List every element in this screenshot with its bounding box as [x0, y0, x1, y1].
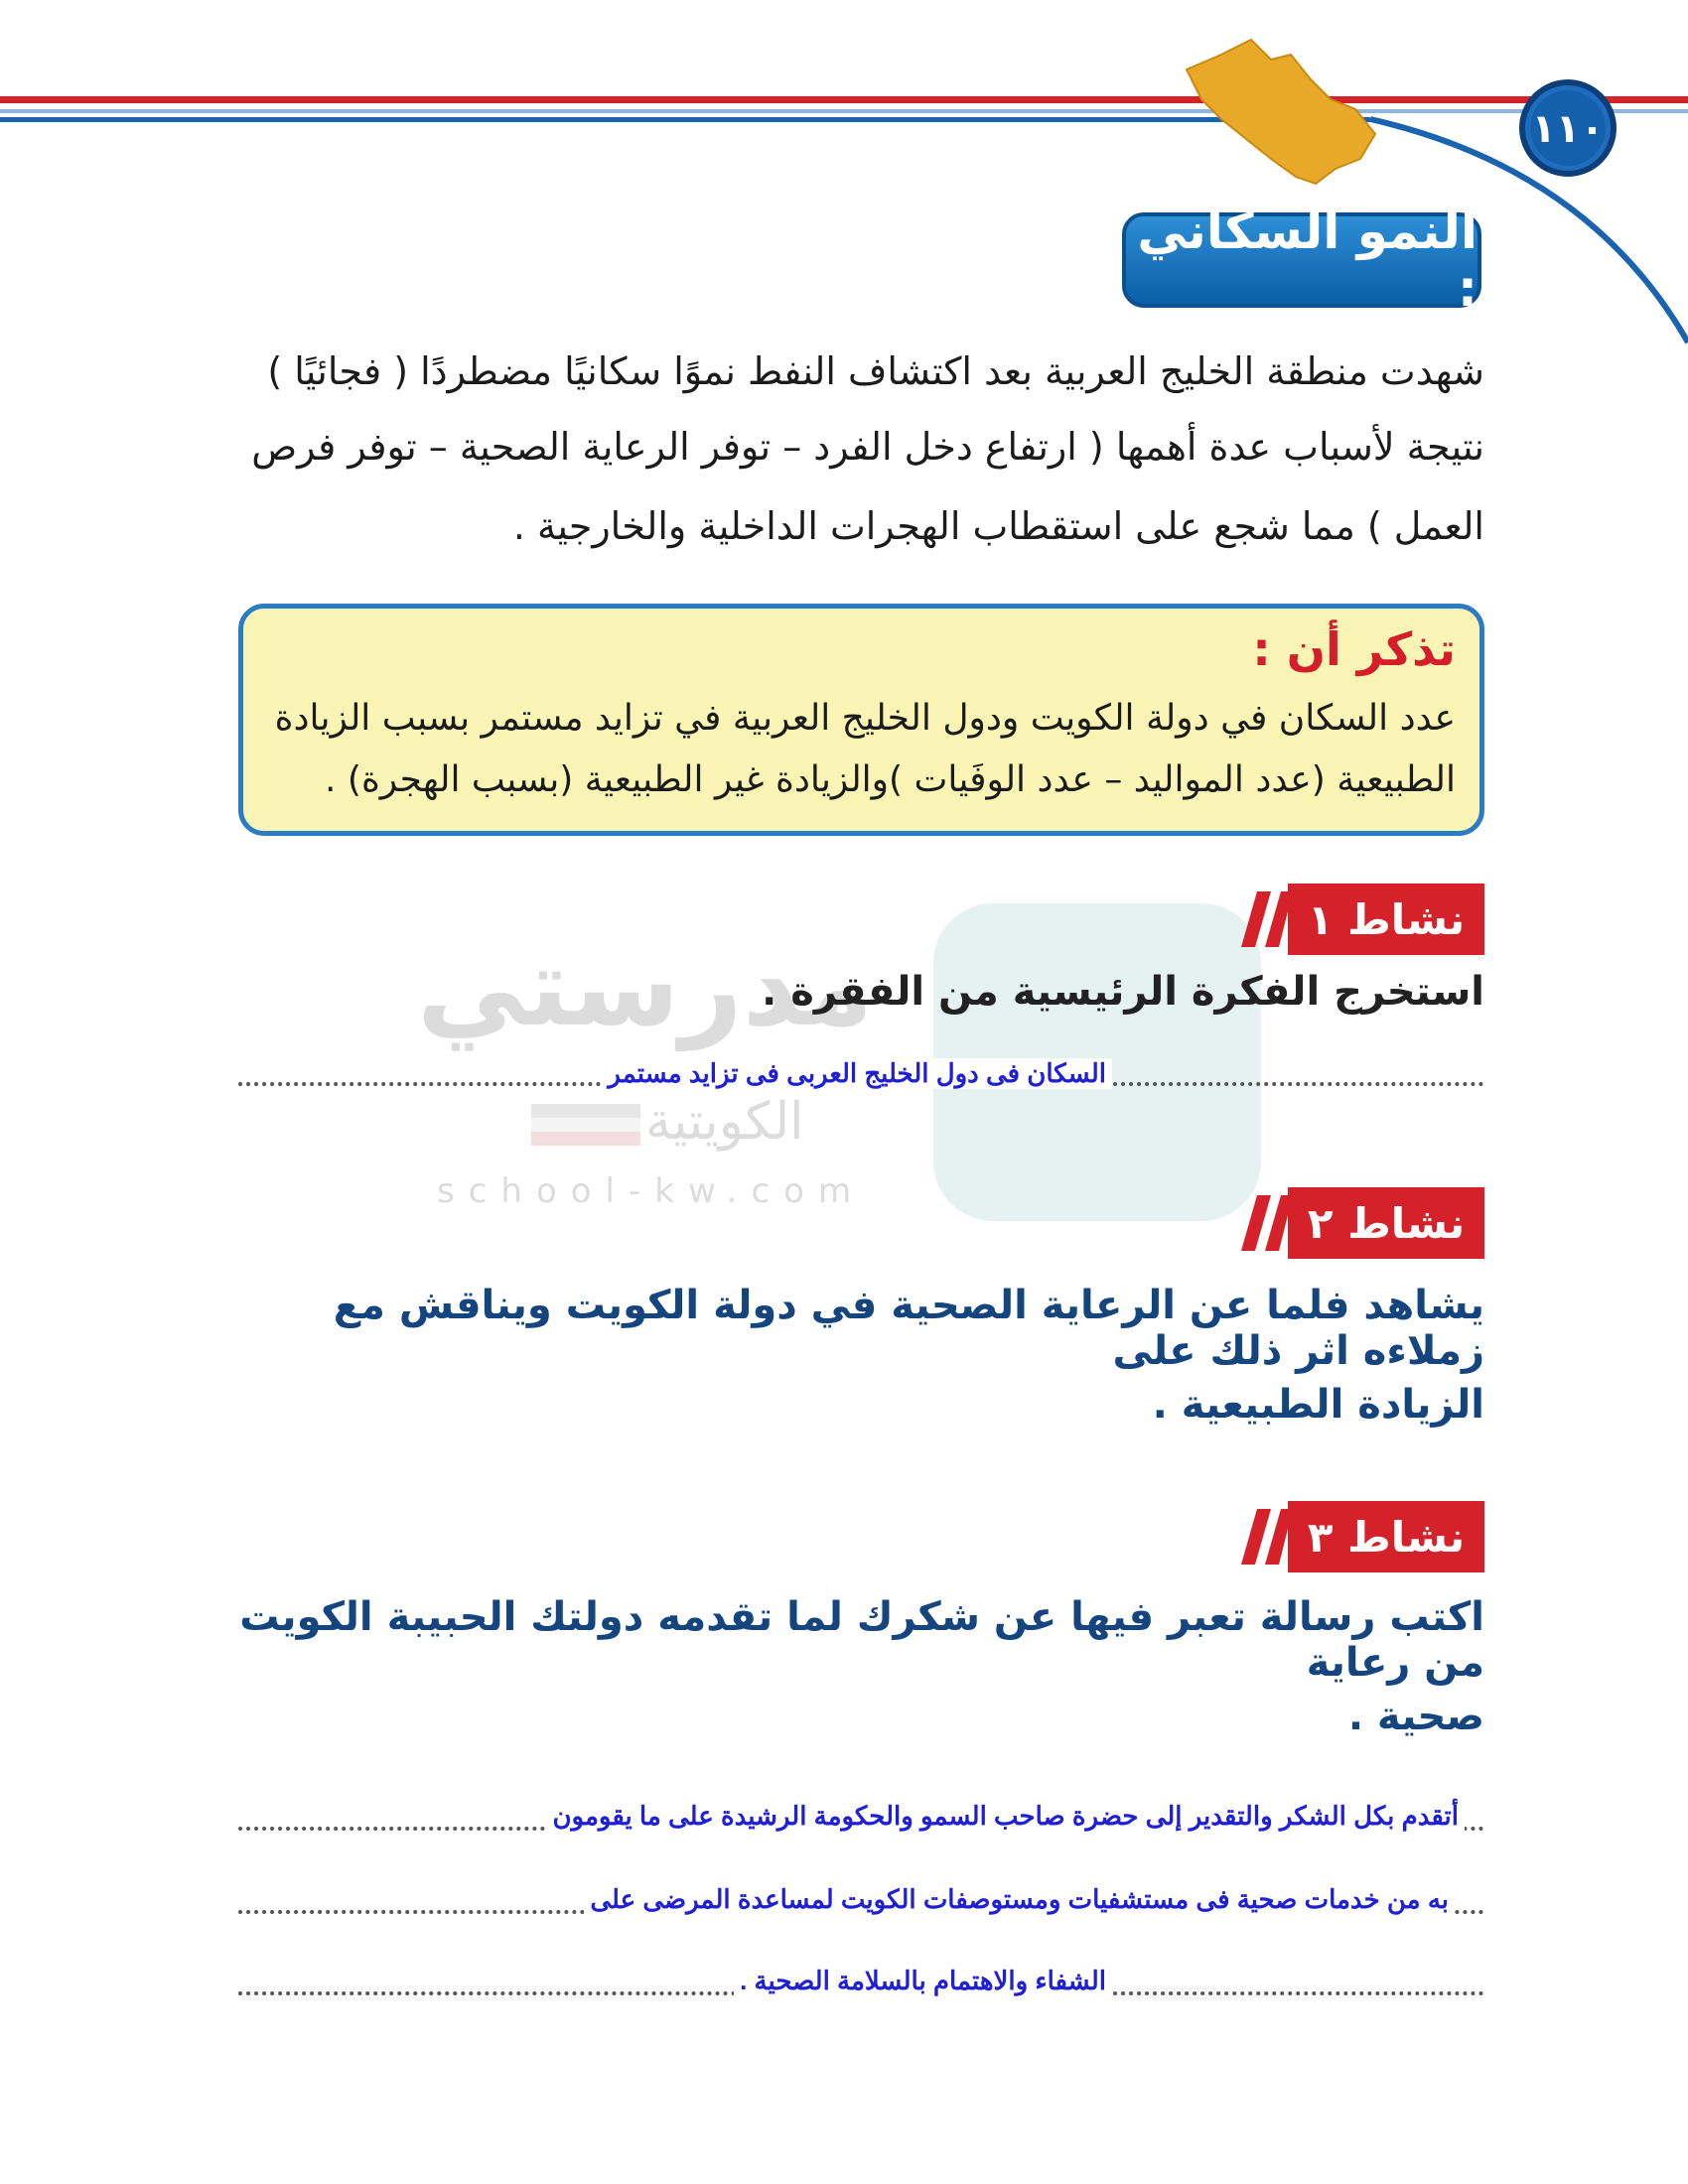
- activity-3-answer-line-2: به من خدمات صحية فى مستشفيات ومستوصفات الكويت لمساعدة المرضى على: [584, 1884, 1455, 1915]
- intro-line-1: شهدت منطقة الخليج العربية بعد اكتشاف النفط نموًا سكانيًا مضطردًا ( فجائيًا ): [267, 349, 1484, 393]
- remember-title: تذكر أن :: [1252, 622, 1456, 676]
- activity-1-answer: السكان فى دول الخليج العربى فى تزايد مستمر: [602, 1058, 1112, 1089]
- slash-marks-icon: [1231, 1187, 1293, 1259]
- activity-3-answer-line-3: الشفاء والاهتمام بالسلامة الصحية .: [734, 1966, 1112, 1996]
- page-number: ١١٠: [1531, 106, 1605, 152]
- activity-3-answer-line-1: أتقدم بكل الشكر والتقدير إلى حضرة صاحب السمو والحكومة الرشيدة على ما يقومون: [546, 1801, 1465, 1832]
- activity-2-badge: [1231, 1187, 1484, 1259]
- slash-marks-icon: [1231, 1501, 1293, 1572]
- slash-marks-icon: [1231, 884, 1293, 955]
- watermark-site: school-kw.com: [437, 1171, 866, 1211]
- watermark-name: مدرستي: [417, 923, 874, 1050]
- activity-3-prompt-line-1: اكتب رسالة تعبر فيها عن شكرك لما تقدمه دولتك الحبيبة الكويت من رعاية: [239, 1594, 1484, 1686]
- activity-1-badge: [1231, 884, 1484, 955]
- watermark-country: الكويتية: [645, 1092, 804, 1152]
- intro-line-3: العمل ) مما شجع على استقطاب الهجرات الداخلية والخارجية .: [512, 504, 1484, 548]
- kuwait-flag-icon: [531, 1104, 640, 1146]
- activity-3-prompt-line-2: صحية .: [1347, 1694, 1484, 1739]
- remember-line-1: عدد السكان في دولة الكويت ودول الخليج العربية في تزايد مستمر بسبب الزيادة: [274, 698, 1456, 739]
- activity-3-badge: [1231, 1501, 1484, 1572]
- activity-2-prompt-line-1: يشاهد فلما عن الرعاية الصحية في دولة الكويت ويناقش مع زملاءه اثر ذلك على: [333, 1283, 1484, 1374]
- section-title: النمو السكاني :: [1122, 212, 1481, 308]
- activity-1-label: نشاط ١: [1288, 884, 1484, 955]
- activity-2-label: نشاط ٢: [1288, 1187, 1484, 1259]
- activity-2-prompt-line-2: الزيادة الطبيعية .: [1152, 1382, 1484, 1428]
- remember-box: [238, 604, 1484, 836]
- activity-3-label: نشاط ٣: [1288, 1501, 1484, 1572]
- arabian-peninsula-map-icon: [1187, 40, 1375, 184]
- activity-1-prompt: استخرج الفكرة الرئيسية من الفقرة .: [762, 969, 1484, 1015]
- remember-line-2: الطبيعية (عدد المواليد – عدد الوفَيات )والزيادة غير الطبيعية (بسبب الهجرة) .: [325, 759, 1456, 800]
- intro-line-2: نتيجة لأسباب عدة أهمها ( ارتفاع دخل الفرد – توفر الرعاية الصحية – توفر فرص: [251, 425, 1484, 469]
